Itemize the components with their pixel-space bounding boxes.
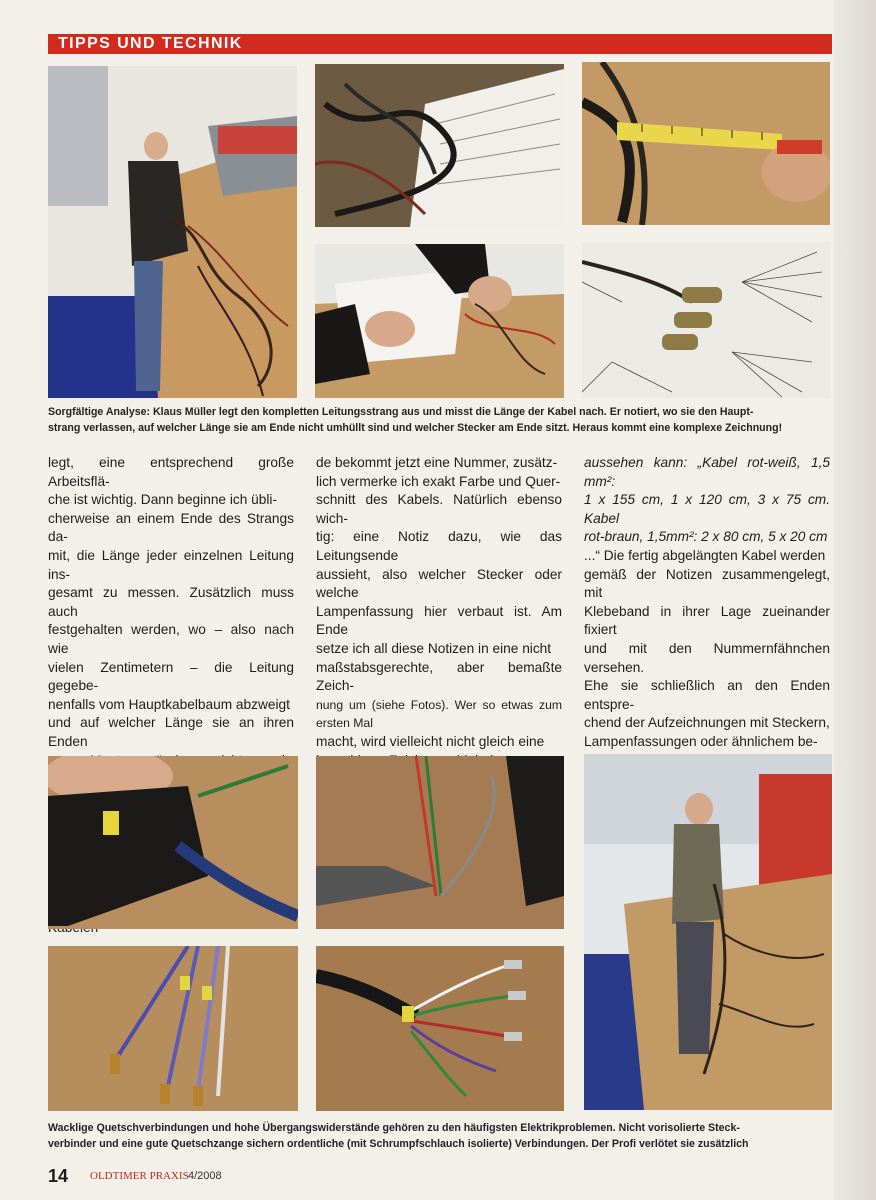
line: und auf welcher Länge sie an ihren Enden: [48, 715, 294, 749]
line: tig: eine Notiz dazu, wie das Leitungsende: [316, 529, 562, 563]
photo-icon: [48, 66, 297, 398]
photo-icon: [584, 754, 832, 1110]
page-edge: [834, 0, 876, 1200]
line: nenfalls vom Hauptkabelbaum abzweigt: [48, 696, 290, 712]
line: chend der Aufzeichnungen mit Steckern,: [584, 715, 830, 731]
photo-icon: [48, 946, 298, 1111]
photo-icon: [316, 756, 564, 929]
photo-crimping-tool: [48, 756, 298, 929]
magazine-name: OLDTIMER PRAXIS: [90, 1170, 189, 1182]
line: aussehen kann: „Kabel rot-weiß, 1,5 mm²:: [584, 455, 830, 489]
line: macht, wird vielleicht nicht gleich eine: [316, 733, 545, 749]
line: schnitt des Kabels. Natürlich ebenso wich-: [316, 492, 562, 526]
line: 1 x 155 cm, 1 x 120 cm, 3 x 75 cm. Kabel: [584, 492, 830, 526]
caption-bottom: [48, 1120, 838, 1152]
photo-man-workbench: [48, 66, 297, 398]
page-number: 14: [48, 1166, 69, 1186]
line: Lampenfassung hier verbaut ist. Am Ende: [316, 603, 562, 638]
caption-bottom-line2: verbinder und eine gute Quetschzange sichern ordentliche (mit Schrumpfschlauch isolierte) Verbindungen. Der Profi verlötet sie zusätzlich: [48, 1138, 749, 1150]
photo-drawing-hands: [315, 244, 564, 398]
line: Klebeband in ihrer Lage zueinander fixiert: [584, 603, 830, 638]
caption-top: [48, 404, 833, 436]
photo-icon: [48, 756, 298, 929]
photo-wire-terminals: [316, 946, 564, 1111]
caption-top-line2: strang verlassen, auf welcher Länge sie am Ende nicht umhüllt sind und welcher Stecker am Ende sitzt. Heraus kommt eine komplexe Zeichnung!: [48, 422, 783, 434]
line: festgehalten werden, wo – also nach wie: [48, 622, 294, 656]
line: che ist wichtig. Dann beginne ich übli-: [48, 492, 278, 508]
line: cherweise an einem Ende des Strangs da-: [48, 510, 294, 545]
line: maßstabsgerechte, aber bemaßte Zeich-: [316, 659, 562, 694]
issue-number: 4/2008: [188, 1170, 222, 1182]
photo-icon: [582, 242, 830, 398]
photo-sockets-on-diagram: [582, 242, 830, 398]
caption-top-lead: Sorgfältige Analyse:: [48, 406, 151, 418]
line: Ehe sie schließlich an den Enden entspre-: [584, 678, 830, 712]
photo-icon: [582, 62, 830, 225]
photo-crimped-connectors: [48, 946, 298, 1111]
line: legt, eine entsprechend große Arbeitsflä-: [48, 455, 294, 489]
line: gemäß der Notizen zusammengelegt, mit: [584, 566, 830, 601]
photo-shrink-tube-heat: [316, 756, 564, 929]
photo-harness-notes: [315, 64, 564, 227]
photo-icon: [316, 946, 564, 1111]
line: setze ich all diese Notizen in eine nicht: [316, 640, 552, 656]
caption-bottom-line1: Wacklige Quetschverbindungen und hohe Übergangswiderstände gehören zu den häufigsten Elektrikproblemen. Nicht vorisolierte Steck-: [48, 1122, 740, 1134]
line: lich vermerke ich exakt Farbe und Quer-: [316, 473, 561, 489]
section-header-bar: [48, 34, 832, 54]
line: und mit den Nummernfähnchen versehen.: [584, 640, 830, 675]
line: vielen Zentimetern – die Leitung gegebe-: [48, 659, 294, 694]
caption-top-line1: [48, 404, 833, 420]
photo-tape-measure: [582, 62, 830, 225]
line: mit, die Länge jeder einzelnen Leitung ins-: [48, 547, 294, 582]
line: Lampenfassungen oder ähnlichem be-: [584, 733, 818, 749]
line: ...“ Die fertig abgelängten Kabel werden: [584, 547, 826, 563]
section-title: TIPPS UND TECHNIK: [58, 35, 243, 52]
line: nung um (siehe Fotos). Wer so etwas zum ersten Mal: [316, 697, 562, 731]
line: gesamt zu messen. Zusätzlich muss auch: [48, 585, 294, 619]
line: de bekommt jetzt eine Nummer, zusätz-: [316, 455, 558, 470]
line: aussieht, also welcher Stecker oder welche: [316, 566, 562, 601]
line: rot-braun, 1,5mm²: 2 x 80 cm, 5 x 20 cm: [584, 529, 828, 545]
photo-icon: [315, 64, 564, 227]
photo-icon: [315, 244, 564, 398]
caption-top-text1: Klaus Müller legt den kompletten Leitungsstrang aus und misst die Länge der Kabel nach. Er notiert, wo sie den Haupt-: [150, 406, 754, 418]
photo-woman-harness: [584, 754, 832, 1110]
